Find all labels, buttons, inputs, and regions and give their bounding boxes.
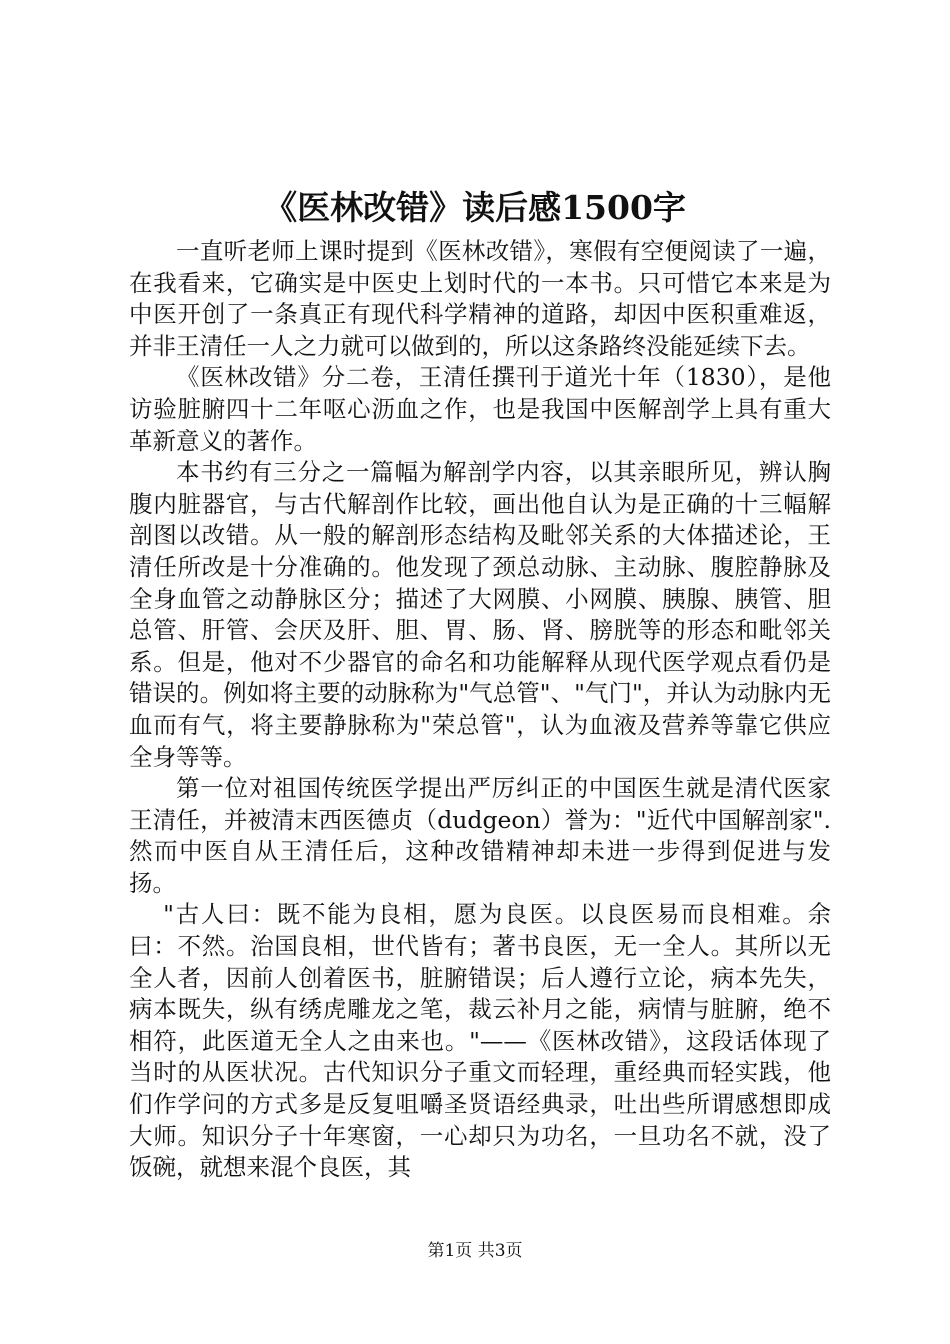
document-body (129, 236, 831, 1184)
paragraph-5: "古人曰：既不能为良相，愿为良医。以良医易而良相难。余曰：不然。治国良相，世代皆有；著书良医，无一全人。其所以无全人者，因前人创着医书，脏腑错误；后人遵行立论，病本先失，病本既失，纵有绣虎雕龙之笔，裁云补月之能，病情与脏腑，绝不相符，此医道无全人之由来也。"——《医林改错》，这段话体现了当时的从医状况。古代知识分子重文而轻理，重经典而轻实践，他们作学问的方式多是反复咀嚼圣贤语经典录，吐出些所谓感想即成大师。知识分子十年寒窗，一心却只为功名，一旦功名不就，没了饭碗，就想来混个良医，其 (129, 900, 831, 1182)
paragraph-2: 《医林改错》分二卷，王清任撰刊于道光十年（1830），是他访验脏腑四十二年呕心沥血之作，也是我国中医解剖学上具有重大革新意义的著作。 (129, 363, 831, 455)
paragraph-3: 本书约有三分之一篇幅为解剖学内容，以其亲眼所见，辨认胸腹内脏器官，与古代解剖作比较，画出他自认为是正确的十三幅解剖图以改错。从一般的解剖形态结构及毗邻关系的大体描述论，王清任所改是十分准确的。他发现了颈总动脉、主动脉、腹腔静脉及全身血管之动静脉区分；描述了大网膜、小网膜、胰腺、胰管、胆总管、肝管、会厌及肝、胆、胃、肠、肾、膀胱等的形态和毗邻关系。但是，他对不少器官的命名和功能解释从现代医学观点看仍是错误的。例如将主要的动脉称为"气总管"、"气门"，并认为动脉内无血而有气，将主要静脉称为"荣总管"，认为血液及营养等靠它供应全身等等。 (129, 458, 831, 771)
paragraph-1: 一直听老师上课时提到《医林改错》，寒假有空便阅读了一遍，在我看来，它确实是中医史上划时代的一本书。只可惜它本来是为中医开创了一条真正有现代科学精神的道路，却因中医积重难返，并非王清任一人之力就可以做到的，所以这条路终没能延续下去。 (129, 237, 831, 360)
document-title: 《医林改错》读后感1500字 (264, 188, 686, 227)
paragraph-4: 第一位对祖国传统医学提出严厉纠正的中国医生就是清代医家王清任，并被清末西医德贞（dudgeon）誉为："近代中国解剖家".然而中医自从王清任后，这种改错精神却未进一步得到促进与发扬。 (129, 774, 831, 897)
page-footer: 第1页 共3页 (427, 1241, 523, 1261)
